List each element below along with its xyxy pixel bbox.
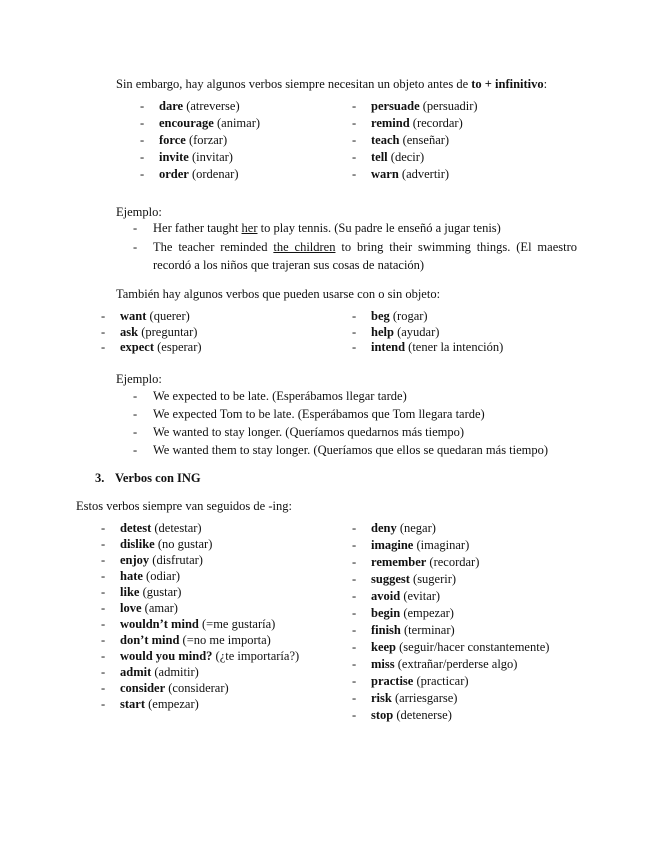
verb-term: practise	[371, 674, 414, 688]
verb-term: beg	[371, 309, 390, 323]
verb-term: would you mind?	[120, 649, 213, 663]
verb-gloss: (advertir)	[398, 167, 450, 181]
verb-term: love	[120, 601, 142, 615]
verb-gloss: (ayudar)	[393, 324, 440, 339]
verb-list-item: - consider (considerar)	[101, 681, 229, 695]
verb-gloss: (enseñar)	[399, 133, 450, 147]
verb-list-item: - remind (recordar)	[352, 116, 463, 130]
verb-list-item: - hate (odiar)	[101, 569, 181, 583]
verb-term: want	[120, 309, 147, 323]
verb-list-item: - practise (practicar)	[352, 674, 469, 688]
verb-list-item: - like (gustar)	[101, 585, 182, 599]
intro-paragraph-optional-object: También hay algunos verbos que pueden usarse con o sin objeto:	[116, 287, 441, 301]
verb-list-item: - miss (extrañar/perderse algo)	[352, 657, 518, 671]
verb-list-2-right	[352, 309, 504, 356]
verb-list-item: - love (amar)	[101, 601, 178, 615]
verb-term: dislike	[120, 537, 155, 551]
example-2-item: - We wanted to stay longer. (Queríamos quedarnos más tiempo)	[133, 425, 465, 439]
verb-gloss: (forzar)	[185, 133, 228, 147]
verb-gloss: (considerar)	[165, 681, 229, 695]
verb-term: ask	[120, 324, 139, 339]
verb-term: begin	[371, 606, 401, 620]
verb-term: risk	[371, 691, 392, 705]
verb-gloss: (detestar)	[151, 521, 202, 535]
verb-gloss: (terminar)	[400, 623, 455, 637]
verb-list-item: - imagine (imaginar)	[352, 538, 470, 552]
verb-gloss: (evitar)	[400, 589, 441, 603]
verb-gloss: (rogar)	[389, 309, 428, 323]
intro-text: Sin embargo, hay algunos verbos siempre necesitan un objeto antes de	[116, 77, 472, 91]
verb-gloss: (decir)	[387, 150, 425, 164]
intro-paragraph-objects	[116, 76, 547, 92]
section-heading	[95, 470, 201, 486]
verb-list-item: - keep (seguir/hacer constantemente)	[352, 640, 550, 654]
verb-list-item: - finish (terminar)	[352, 623, 455, 637]
verb-term: wouldn’t mind	[120, 617, 199, 631]
verb-term: persuade	[371, 99, 420, 113]
verb-list-item: - detest (detestar)	[101, 521, 202, 535]
verb-term: avoid	[371, 589, 401, 603]
verb-term: keep	[371, 640, 396, 654]
verb-term: remember	[371, 555, 427, 569]
verb-term: don’t mind	[120, 633, 180, 647]
verb-gloss: (persuadir)	[419, 99, 478, 113]
verb-gloss: (no gustar)	[154, 537, 213, 551]
verb-list-2-left	[101, 309, 202, 356]
verb-gloss: (empezar)	[400, 606, 454, 620]
intro-bold-term: to + infinitivo	[471, 77, 544, 91]
verb-gloss: (invitar)	[188, 150, 233, 164]
verb-term: warn	[371, 167, 399, 181]
verb-gloss: (gustar)	[139, 585, 182, 599]
verb-list-item: - would you mind? (¿te importaría?)	[101, 649, 300, 663]
verb-gloss: (querer)	[146, 309, 190, 323]
verb-gloss: (seguir/hacer constantemente)	[396, 640, 550, 654]
example-1-item: - Her father taught her to play tennis. (Su padre le enseñó a jugar tenis)	[133, 221, 501, 235]
verb-list-item: - expect (esperar)	[101, 340, 202, 354]
verb-term: help	[371, 324, 394, 339]
verb-gloss: (admitir)	[151, 665, 199, 679]
verb-term: consider	[120, 681, 166, 695]
intro-tail: :	[543, 77, 548, 91]
verb-term: teach	[371, 133, 400, 147]
verb-gloss: (preguntar)	[138, 324, 198, 339]
verb-term: order	[159, 167, 189, 181]
verb-gloss: (recordar)	[426, 555, 480, 569]
verb-list-item: - don’t mind (=no me importa)	[101, 633, 271, 647]
verb-term: force	[159, 133, 186, 147]
verb-term: finish	[371, 623, 401, 637]
example-1-label: Ejemplo:	[116, 205, 162, 219]
verb-gloss: (arriesgarse)	[391, 691, 458, 705]
verb-list-item: - risk (arriesgarse)	[352, 691, 458, 705]
verb-gloss: (odiar)	[142, 569, 181, 583]
verb-list-item: - wouldn’t mind (=me gustaría)	[101, 617, 276, 631]
verb-term: imagine	[371, 538, 414, 552]
verb-list-item: - want (querer)	[101, 309, 190, 323]
verb-list-3-right	[352, 520, 550, 724]
verb-gloss: (imaginar)	[413, 538, 470, 552]
verb-term: like	[120, 585, 140, 599]
verb-list-1-left	[140, 98, 261, 183]
verb-gloss: (=no me importa)	[179, 633, 271, 647]
verb-term: start	[120, 697, 145, 711]
verb-gloss: (detenerse)	[393, 708, 452, 722]
verb-list-item: - beg (rogar)	[352, 309, 428, 323]
verb-list-item: - intend (tener la intención)	[352, 340, 504, 354]
verb-term: expect	[120, 340, 155, 354]
intro-paragraph-ing: Estos verbos siempre van seguidos de -ing:	[76, 499, 292, 513]
example-2-item: - We wanted them to stay longer. (Queríamos que ellos se quedaran más tiempo)	[133, 443, 549, 457]
verb-gloss: (sugerir)	[409, 572, 457, 586]
example-1-list	[133, 219, 577, 274]
underlined-object: her	[241, 221, 258, 235]
section-number: 3.	[95, 471, 105, 485]
verb-list-item: - persuade (persuadir)	[352, 99, 478, 113]
verb-gloss: (animar)	[213, 116, 261, 130]
verb-list-item: - start (empezar)	[101, 697, 199, 711]
verb-term: detest	[120, 521, 152, 535]
example-2-item: - We expected Tom to be late. (Esperábamos que Tom llegara tarde)	[133, 407, 485, 421]
verb-term: admit	[120, 665, 152, 679]
verb-term: dare	[159, 99, 184, 113]
verb-list-item: - enjoy (disfrutar)	[101, 553, 203, 567]
underlined-object: the children	[273, 240, 336, 254]
verb-term: encourage	[159, 116, 214, 130]
verb-term: hate	[120, 569, 143, 583]
verb-list-item: - order (ordenar)	[140, 167, 239, 181]
verb-list-item: - teach (enseñar)	[352, 133, 450, 147]
verb-gloss: (atreverse)	[183, 99, 240, 113]
verb-term: remind	[371, 116, 410, 130]
verb-list-item: - invite (invitar)	[140, 150, 233, 164]
example-2-list	[133, 387, 549, 459]
verb-gloss: (tener la intención)	[405, 340, 504, 354]
verb-list-item: - stop (detenerse)	[352, 708, 452, 722]
verb-list-item: - dislike (no gustar)	[101, 537, 213, 551]
verb-gloss: (esperar)	[154, 340, 202, 354]
verb-gloss: (¿te importaría?)	[212, 649, 300, 663]
section-title: Verbos con ING	[115, 471, 201, 485]
verb-list-1-right	[352, 98, 478, 183]
verb-gloss: (recordar)	[409, 116, 463, 130]
verb-list-item: - tell (decir)	[352, 150, 425, 164]
verb-gloss: (=me gustaría)	[198, 617, 276, 631]
verb-term: suggest	[371, 572, 410, 586]
verb-gloss: (practicar)	[413, 674, 469, 688]
verb-gloss: (disfrutar)	[149, 553, 203, 567]
verb-term: stop	[371, 708, 394, 722]
example-1-item: - The teacher reminded the children to bring their swimming things. (El maestro recordó a los niños que trajeran sus cosas de natación)	[133, 240, 577, 272]
verb-list-item: - dare (atreverse)	[140, 99, 240, 113]
verb-list-item: - encourage (animar)	[140, 116, 261, 130]
verb-list-item: - help (ayudar)	[352, 324, 440, 339]
verb-list-item: - ask (preguntar)	[101, 324, 198, 339]
verb-gloss: (extrañar/perderse algo)	[394, 657, 518, 671]
verb-gloss: (amar)	[141, 601, 178, 615]
verb-term: tell	[371, 150, 388, 164]
verb-list-item: - deny (negar)	[352, 521, 436, 535]
verb-list-item: - admit (admitir)	[101, 665, 199, 679]
verb-gloss: (empezar)	[145, 697, 199, 711]
verb-term: deny	[371, 521, 397, 535]
verb-term: miss	[371, 657, 395, 671]
verb-list-item: - remember (recordar)	[352, 555, 480, 569]
verb-list-item: - warn (advertir)	[352, 167, 450, 181]
verb-list-item: - suggest (sugerir)	[352, 572, 457, 586]
verb-list-item: - avoid (evitar)	[352, 589, 441, 603]
verb-list-item: - begin (empezar)	[352, 606, 454, 620]
verb-list-3-left	[101, 520, 300, 712]
verb-term: enjoy	[120, 553, 150, 567]
example-2-label: Ejemplo:	[116, 372, 162, 386]
example-2-item: - We expected to be late. (Esperábamos llegar tarde)	[133, 389, 407, 403]
verb-gloss: (negar)	[396, 521, 436, 535]
verb-term: invite	[159, 150, 189, 164]
verb-list-item: - force (forzar)	[140, 133, 228, 147]
verb-term: intend	[371, 340, 406, 354]
verb-gloss: (ordenar)	[188, 167, 239, 181]
